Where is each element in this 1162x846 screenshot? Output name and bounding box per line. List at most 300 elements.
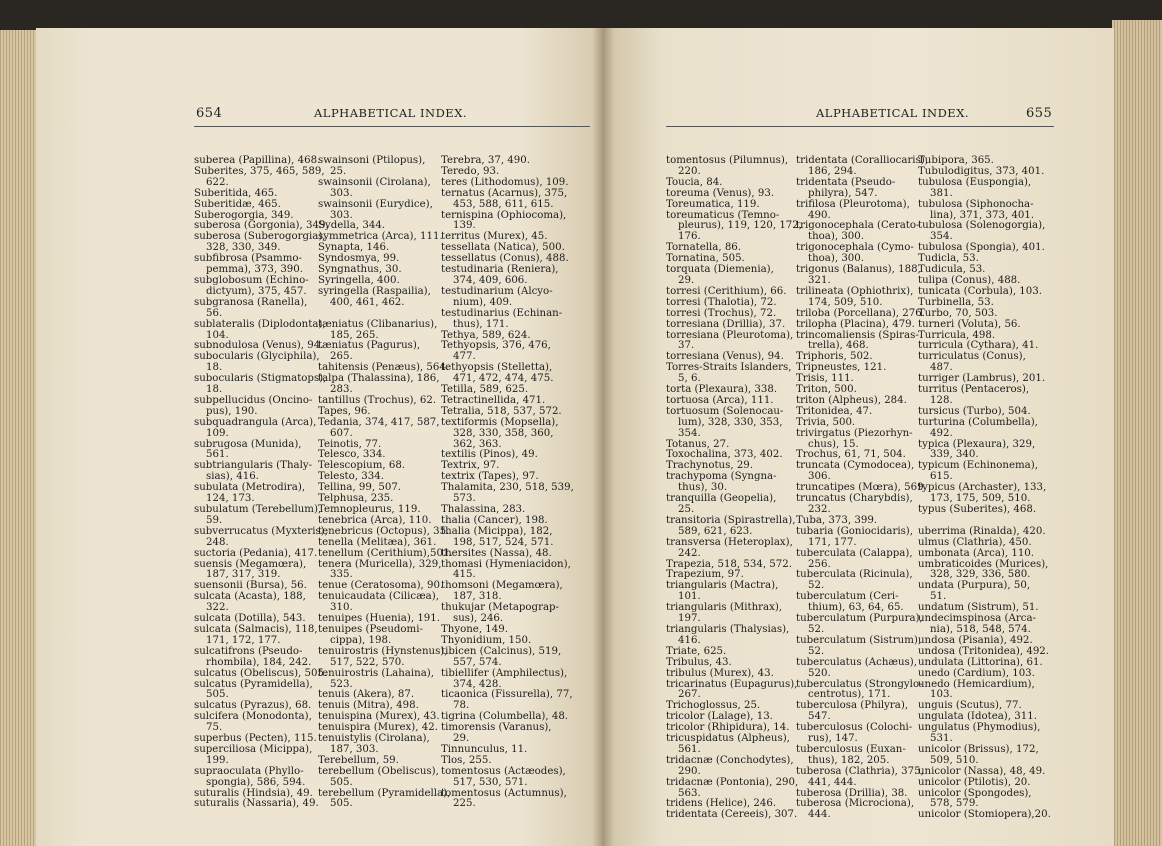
- index-line: subocularis (Glyciphila),: [194, 351, 320, 363]
- index-line: pleurus), 119, 120, 172,: [678, 220, 803, 232]
- index-line: rhombila), 184, 242.: [206, 656, 312, 668]
- index-line: Toucia, 84.: [666, 176, 723, 188]
- index-line: 328, 329, 336, 580.: [930, 569, 1031, 581]
- index-line: swainsoni (Ptilopus),: [318, 155, 426, 166]
- index-line: turneri (Voluta), 56.: [918, 318, 1021, 330]
- index-line: 563.: [678, 787, 701, 799]
- right-column-2: [796, 156, 928, 821]
- index-line: nium), 409.: [453, 296, 513, 308]
- index-line: textiformis (Mopsella),: [441, 416, 559, 428]
- index-line: tranquilla (Geopelia),: [666, 493, 777, 505]
- index-line: Teinotis, 77.: [318, 438, 382, 450]
- index-line: sulcifera (Monodonta),: [194, 711, 312, 723]
- index-line: thomsoni (Megamœra),: [441, 580, 563, 592]
- index-line: toreumaticus (Temno-: [666, 209, 780, 221]
- index-line: Textrix, 97.: [441, 460, 500, 472]
- index-line: 225.: [453, 798, 476, 810]
- index-line: sias), 416.: [206, 471, 259, 483]
- index-line: [318, 309, 453, 320]
- index-line: 25.: [678, 504, 695, 515]
- index-line: 505.: [206, 689, 229, 701]
- index-line: syringella (Raspailia),: [318, 285, 431, 297]
- index-line: subquadrangula (Arca),: [194, 416, 317, 428]
- index-line: undata (Purpura), 50,: [918, 580, 1031, 592]
- index-line: Trochus, 61, 71, 504.: [796, 449, 906, 461]
- index-line: 186, 294.: [808, 165, 857, 177]
- index-line: tessellata (Natica), 500.: [441, 242, 565, 254]
- index-line: tenuis (Akera), 87.: [318, 689, 415, 701]
- index-line: tenuispira (Murex), 42.: [318, 722, 438, 734]
- index-line: 139.: [453, 220, 476, 232]
- index-line: sulcatus (Obeliscus), 505.: [194, 667, 328, 679]
- index-line: Tudicula, 53.: [918, 264, 986, 276]
- index-line: tomentosus (Pilumnus),: [666, 155, 789, 166]
- right-page-header: ALPHABETICAL INDEX.: [816, 106, 970, 120]
- index-line: Syngnathus, 30.: [318, 264, 402, 276]
- index-line: tubulosa (Spongia), 401.: [918, 242, 1045, 254]
- index-line: 256.: [808, 558, 831, 570]
- index-line: 29.: [453, 733, 470, 745]
- index-line: triangularis (Mactra),: [666, 580, 779, 592]
- index-line: Toreumatica, 119.: [666, 198, 760, 210]
- index-line: terebellum (Obeliscus),: [318, 765, 439, 777]
- index-line: swainsonii (Eurydice),: [318, 198, 433, 210]
- index-line: tortuosa (Arca), 111.: [666, 394, 774, 406]
- index-line: Tethyopsis, 376, 476,: [441, 340, 551, 352]
- index-line: turriger (Lambrus), 201.: [918, 373, 1046, 385]
- index-line: Tellina, 99, 507.: [318, 482, 402, 494]
- index-line: talpa (Thalassina), 186,: [318, 373, 440, 385]
- index-line: tenuirostris (Hynstenus),: [318, 645, 448, 657]
- index-line: 171, 172, 177.: [206, 634, 281, 646]
- index-line: tridentata (Pseudo-: [796, 176, 896, 188]
- header-rule: [194, 126, 590, 127]
- index-line: tubulosa (Siphonocha-: [918, 198, 1034, 210]
- index-line: 101.: [678, 591, 701, 603]
- index-line: tuberosa (Microciona),: [796, 798, 915, 810]
- index-line: Tetralia, 518, 537, 572.: [441, 405, 562, 417]
- index-line: thoa), 300.: [808, 253, 864, 265]
- index-line: ticaonica (Fissurella), 77,: [441, 689, 573, 701]
- index-line: 453, 588, 611, 615.: [453, 198, 554, 210]
- left-column-3: [441, 156, 574, 810]
- index-line: unguis (Scutus), 77.: [918, 700, 1022, 712]
- index-line: 328, 330, 358, 360,: [453, 427, 554, 439]
- index-line: 197.: [678, 613, 701, 625]
- index-line: thus), 171.: [453, 318, 509, 330]
- index-line: ternispina (Ophiocoma),: [441, 209, 567, 221]
- index-line: truncata (Cymodocea),: [796, 460, 915, 472]
- index-line: tuberculosus (Colochi-: [796, 722, 913, 734]
- index-line: torresiana (Venus), 94.: [666, 351, 784, 363]
- index-line: chus), 15.: [808, 438, 859, 450]
- index-line: triloba (Porcellana), 276.: [796, 307, 925, 319]
- index-line: rus), 147.: [808, 733, 858, 745]
- index-line: ternatus (Acarnus), 375,: [441, 187, 568, 199]
- index-line: torresi (Trochus), 72.: [666, 307, 777, 319]
- right-page: [602, 28, 1114, 846]
- index-line: suensonii (Bursa), 56.: [194, 580, 307, 592]
- index-line: 339, 340.: [930, 449, 979, 461]
- index-line: swainsonii (Cirolana),: [318, 176, 431, 188]
- index-line: 306.: [808, 471, 831, 483]
- index-line: philyra), 547.: [808, 187, 878, 199]
- index-line: subulata (Metrodira),: [194, 482, 306, 494]
- index-line: supraoculata (Phyllo-: [194, 765, 304, 777]
- index-line: tuberculosa (Philyra),: [796, 700, 909, 712]
- left-column-1: [194, 156, 329, 810]
- index-line: Tetractinellida, 471.: [441, 394, 546, 406]
- index-line: 517, 530, 571.: [453, 776, 528, 788]
- index-line: Thyonidium, 150.: [441, 634, 532, 646]
- index-line: Totanus, 27.: [666, 438, 730, 450]
- index-line: 335.: [330, 569, 353, 581]
- index-line: trigonocephala (Cymo-: [796, 242, 914, 254]
- index-line: Suberogorgia, 349.: [194, 209, 294, 221]
- right-page-edges: [1112, 20, 1162, 846]
- index-line: Telescopium, 68.: [318, 460, 406, 472]
- index-line: sublateralis (Diplodonta),: [194, 318, 326, 330]
- index-line: undosa (Tritonidea), 492.: [918, 645, 1050, 657]
- index-line: Terebra, 37, 490.: [441, 155, 530, 166]
- index-line: sulcatus (Pyramidella),: [194, 678, 313, 690]
- index-line: 505.: [330, 776, 353, 788]
- index-line: tubulosa (Solenogorgia),: [918, 220, 1046, 232]
- index-line: Thyone, 149.: [441, 623, 508, 635]
- index-line: subgranosa (Ranella),: [194, 296, 308, 308]
- index-line: cippa), 198.: [330, 634, 392, 646]
- index-line: 128.: [930, 394, 953, 406]
- index-line: 578, 579.: [930, 798, 979, 810]
- book-gutter: [592, 28, 614, 846]
- index-line: subnodulosa (Venus), 94.: [194, 340, 324, 352]
- index-line: superciliosa (Micippa),: [194, 743, 313, 755]
- index-line: subverrucatus (Myxteris),: [194, 525, 328, 537]
- index-line: Tubipora, 365.: [918, 155, 994, 166]
- index-line: 18.: [206, 384, 223, 396]
- index-line: 78.: [453, 700, 470, 712]
- index-line: tunicata (Corbula), 103.: [918, 285, 1042, 297]
- right-column-1: [666, 156, 802, 821]
- index-line: 187, 317, 319.: [206, 569, 281, 581]
- index-line: tridacnæ (Pontonia), 290,: [666, 776, 799, 788]
- index-line: tenuispina (Murex), 43.: [318, 711, 440, 723]
- index-line: textrix (Tapes), 97.: [441, 471, 539, 483]
- index-line: Triate, 625.: [666, 645, 727, 657]
- index-line: typicum (Echinonema),: [918, 460, 1038, 472]
- index-line: tenebrica (Arca), 110.: [318, 514, 432, 526]
- index-line: subtriangularis (Thaly-: [194, 460, 313, 472]
- left-page-edges: [0, 30, 40, 846]
- index-line: 51.: [930, 591, 947, 603]
- index-line: truncatus (Charybdis),: [796, 493, 913, 505]
- index-line: 374, 428.: [453, 678, 502, 690]
- index-line: 328, 330, 349.: [206, 242, 281, 254]
- index-line: 25.: [330, 165, 347, 177]
- index-line: 477.: [453, 351, 476, 363]
- left-page: [36, 28, 602, 846]
- index-line: Turbo, 70, 503.: [918, 307, 998, 319]
- index-line: transversa (Heteroplax),: [666, 536, 793, 548]
- index-line: tenebricus (Octopus), 35.: [318, 525, 450, 537]
- index-line: Tritonidea, 47.: [796, 405, 873, 417]
- index-line: tenue (Ceratosoma), 90.: [318, 580, 444, 592]
- index-line: triangularis (Thalysias),: [666, 623, 790, 635]
- index-line: trivirgatus (Piezorhyn-: [796, 427, 913, 439]
- index-line: tantillus (Trochus), 62.: [318, 394, 437, 406]
- index-line: 232.: [808, 504, 831, 515]
- index-line: 471, 472, 474, 475.: [453, 373, 554, 385]
- index-line: 615.: [930, 471, 953, 483]
- index-line: 75.: [206, 722, 223, 734]
- index-line: tuberculatum (Sistrum),: [796, 634, 922, 646]
- index-line: terebellum (Pyramidella),: [318, 787, 451, 799]
- index-line: trilineata (Ophiothrix),: [796, 285, 914, 297]
- index-line: typicus (Archaster), 133,: [918, 482, 1047, 494]
- index-line: sulcata (Dotilla), 543.: [194, 613, 306, 625]
- index-line: Telesto, 334.: [318, 471, 384, 483]
- index-line: tricolor (Lalage), 13.: [666, 711, 773, 723]
- index-line: 589, 621, 623.: [678, 525, 753, 537]
- index-line: 547.: [808, 711, 831, 723]
- index-line: ungulatus (Phymodius),: [918, 722, 1041, 734]
- index-line: lina), 371, 373, 401.: [930, 209, 1035, 221]
- index-line: suberea (Papillina), 468.: [194, 155, 321, 166]
- index-line: Trivia, 500.: [796, 416, 856, 428]
- index-line: 109.: [206, 427, 229, 439]
- index-line: 441, 444.: [808, 776, 857, 788]
- index-line: 52.: [808, 623, 825, 635]
- index-line: 187, 318.: [453, 591, 502, 603]
- index-line: testudinaria (Reniera),: [441, 264, 559, 276]
- index-line: Tubulodigitus, 373, 401.: [918, 165, 1045, 177]
- index-line: Tinnunculus, 11.: [441, 743, 528, 755]
- index-line: sus), 246.: [453, 613, 504, 625]
- right-column-3: [918, 156, 1051, 821]
- index-line: torta (Plexaura), 338.: [666, 384, 778, 396]
- index-line: 303.: [330, 187, 353, 199]
- index-line: tenuipes (Huenia), 191.: [318, 613, 440, 625]
- index-line: 174, 509, 510.: [808, 296, 883, 308]
- index-line: Torres-Straits Islanders,: [666, 362, 792, 374]
- index-line: Trachynotus, 29.: [666, 460, 754, 472]
- index-line: 354.: [678, 427, 701, 439]
- index-line: undatum (Sistrum), 51.: [918, 602, 1039, 614]
- index-line: 492.: [930, 427, 953, 439]
- index-line: tridens (Helice), 246.: [666, 798, 777, 810]
- index-line: teres (Lithodomus), 109.: [441, 176, 569, 188]
- index-line: 5, 6.: [678, 373, 701, 385]
- index-line: 198, 517, 524, 571.: [453, 536, 554, 548]
- index-line: Telphusa, 235.: [318, 493, 394, 505]
- index-line: tribulus (Murex), 43.: [666, 667, 774, 679]
- index-line: Sydella, 344.: [318, 220, 386, 232]
- index-line: tridentata (Cereeis), 307.: [666, 809, 798, 821]
- index-line: Trichoglossus, 25.: [666, 700, 761, 712]
- index-line: triangularis (Mithrax),: [666, 602, 783, 614]
- index-line: 322.: [206, 602, 229, 614]
- index-line: turriculatus (Conus),: [918, 351, 1026, 363]
- index-line: Tuba, 373, 399.: [796, 514, 878, 526]
- index-line: unicolor (Ptilotis), 20.: [918, 776, 1031, 788]
- index-line: suberosa (Gorgonia), 349.: [194, 220, 329, 232]
- index-line: tuberculatus (Strongylo-: [796, 678, 923, 690]
- index-line: tursicus (Turbo), 504.: [918, 405, 1031, 417]
- index-line: ulmus (Clathria), 450.: [918, 536, 1032, 548]
- index-line: 52.: [808, 580, 825, 592]
- index-line: Teredo, 93.: [441, 165, 500, 177]
- index-line: thomasi (Hymeniacidon),: [441, 558, 571, 570]
- index-line: Suberitida, 465.: [194, 187, 278, 199]
- left-page-header: ALPHABETICAL INDEX.: [314, 106, 468, 120]
- index-line: lum), 328, 330, 353,: [678, 416, 783, 428]
- index-line: torresi (Thalotia), 72.: [666, 296, 777, 308]
- index-line: unicolor (Nassa), 48, 49.: [918, 765, 1046, 777]
- index-line: nia), 518, 548, 574.: [930, 623, 1031, 635]
- index-line: tuberculatus (Achæus),: [796, 656, 917, 668]
- right-page-number: 655: [1026, 106, 1053, 121]
- index-line: 310.: [330, 602, 353, 614]
- index-line: testudinarium (Alcyo-: [441, 285, 553, 297]
- index-line: subulatum (Terebellum),: [194, 504, 322, 515]
- index-line: 248.: [206, 536, 229, 548]
- index-line: Synapta, 146.: [318, 242, 390, 254]
- index-line: tibicen (Calcinus), 519,: [441, 645, 562, 657]
- index-line: trilopha (Placina), 479.: [796, 318, 915, 330]
- index-line: torresi (Cerithium), 66.: [666, 285, 787, 297]
- index-line: tortuosum (Solenocau-: [666, 405, 784, 417]
- index-line: centrotus), 171.: [808, 689, 891, 701]
- index-line: 523.: [330, 678, 353, 690]
- index-line: thium), 63, 64, 65.: [808, 602, 904, 614]
- index-line: 321.: [808, 274, 831, 286]
- index-line: turritus (Pentaceros),: [918, 384, 1030, 396]
- index-line: transitoria (Spirastrella),: [666, 514, 796, 526]
- index-line: 187, 303.: [330, 743, 379, 755]
- index-line: 561.: [678, 743, 701, 755]
- index-line: tulipa (Conus), 488.: [918, 274, 1021, 286]
- index-line: 517, 522, 570.: [330, 656, 405, 668]
- index-line: 509, 510.: [930, 754, 979, 766]
- index-line: tuberculata (Ricinula),: [796, 569, 913, 581]
- index-line: unicolor (Brissus), 172,: [918, 743, 1039, 755]
- index-line: thukujar (Metapograp-: [441, 602, 559, 614]
- index-line: 104.: [206, 329, 229, 341]
- index-line: tenuistylis (Cirolana),: [318, 733, 430, 745]
- index-line: Trisis, 111.: [796, 373, 854, 385]
- index-line: subfibrosa (Psammo-: [194, 253, 302, 265]
- index-line: typica (Plexaura), 329,: [918, 438, 1036, 450]
- index-line: suturalis (Hindsia), 49.: [194, 787, 313, 799]
- index-line: 267.: [678, 689, 701, 701]
- index-line: 415.: [453, 569, 476, 581]
- index-line: triton (Alpheus), 284.: [796, 394, 907, 406]
- index-line: ungulata (Idotea), 311.: [918, 711, 1037, 723]
- index-line: Tetilla, 589, 625.: [441, 384, 529, 396]
- index-line: tahitensis (Penæus), 564.: [318, 362, 450, 374]
- index-line: Thalassina, 283.: [441, 504, 526, 515]
- index-line: turturina (Columbella),: [918, 416, 1038, 428]
- index-line: 505.: [330, 798, 353, 810]
- index-line: 520.: [808, 667, 831, 679]
- index-line: tubaria (Goniocidaris),: [796, 525, 914, 537]
- index-line: 199.: [206, 754, 229, 766]
- index-line: 283.: [330, 384, 353, 396]
- index-line: Toxochalina, 373, 402.: [666, 449, 783, 461]
- index-line: tubulosa (Euspongia),: [918, 176, 1032, 188]
- index-line: thalia (Micippa), 182,: [441, 525, 553, 537]
- index-line: pus), 190.: [206, 405, 258, 417]
- index-line: turricula (Cythara), 41.: [918, 340, 1039, 352]
- index-line: testudinarius (Echinan-: [441, 307, 563, 319]
- index-line: 265.: [330, 351, 353, 363]
- index-line: trigonocephala (Cerato-: [796, 220, 920, 232]
- index-line: sulcata (Acasta), 188,: [194, 591, 306, 603]
- index-line: Terebellum, 59.: [318, 754, 399, 766]
- index-line: umbraticoides (Murices),: [918, 558, 1049, 570]
- index-line: 487.: [930, 362, 953, 374]
- left-column-2: [318, 156, 453, 810]
- index-line: undulata (Littorina), 61.: [918, 656, 1043, 668]
- index-line: tethyopsis (Stelletta),: [441, 362, 553, 374]
- index-line: 573.: [453, 493, 476, 505]
- index-line: tricolor (Rhipidura), 14.: [666, 722, 790, 734]
- index-line: 400, 461, 462.: [330, 296, 405, 308]
- index-line: unicolor (Stomiopera),20.: [918, 809, 1051, 821]
- index-line: tenellum (Cerithium),501.: [318, 547, 453, 559]
- index-line: tuberculata (Calappa),: [796, 547, 913, 559]
- index-line: sulcatifrons (Pseudo-: [194, 645, 303, 657]
- index-line: umbonata (Arca), 110.: [918, 547, 1035, 559]
- index-line: 18.: [206, 362, 223, 374]
- index-line: 622.: [206, 176, 229, 188]
- index-line: symmetrica (Arca), 111.: [318, 231, 443, 243]
- index-line: 37.: [678, 340, 695, 352]
- index-line: tenuis (Mitra), 498.: [318, 700, 419, 712]
- index-line: 561.: [206, 449, 229, 461]
- index-line: Syndosmya, 99.: [318, 253, 400, 265]
- index-line: 290.: [678, 765, 701, 777]
- index-line: 362, 363.: [453, 438, 502, 450]
- index-line: tenella (Melitæa), 361.: [318, 536, 437, 548]
- index-line: 59.: [206, 514, 223, 526]
- index-line: unicolor (Spongodes),: [918, 787, 1032, 799]
- index-line: tomentosus (Actæodes),: [441, 765, 566, 777]
- index-line: tibiellifer (Amphilectus),: [441, 667, 568, 679]
- index-line: subrugosa (Munida),: [194, 438, 302, 450]
- index-line: tæniatus (Pagurus),: [318, 340, 421, 352]
- index-line: 220.: [678, 165, 701, 177]
- index-line: thus), 30.: [678, 482, 728, 494]
- index-line: suctoria (Pedania), 417.: [194, 547, 318, 559]
- index-line: 124, 173.: [206, 493, 255, 505]
- index-line: tuberculosus (Euxan-: [796, 743, 906, 755]
- index-line: Tedania, 374, 417, 587,: [318, 416, 440, 428]
- index-line: 374, 409, 606.: [453, 274, 528, 286]
- index-line: 607.: [330, 427, 353, 439]
- index-line: trincomaliensis (Spiras-: [796, 329, 919, 341]
- index-line: tenera (Muricella), 329,: [318, 558, 442, 570]
- index-line: 56.: [206, 307, 223, 319]
- index-line: dictyum), 375, 457.: [206, 285, 307, 297]
- index-line: pemma), 373, 390.: [206, 264, 304, 276]
- index-line: 531.: [930, 733, 953, 745]
- index-line: undosa (Pisania), 492.: [918, 634, 1033, 646]
- index-line: tuberosa (Clathria), 375,: [796, 765, 924, 777]
- index-line: 242.: [678, 547, 701, 559]
- index-line: tenuipes (Pseudomi-: [318, 623, 423, 635]
- index-line: Tripneustes, 121.: [796, 362, 887, 374]
